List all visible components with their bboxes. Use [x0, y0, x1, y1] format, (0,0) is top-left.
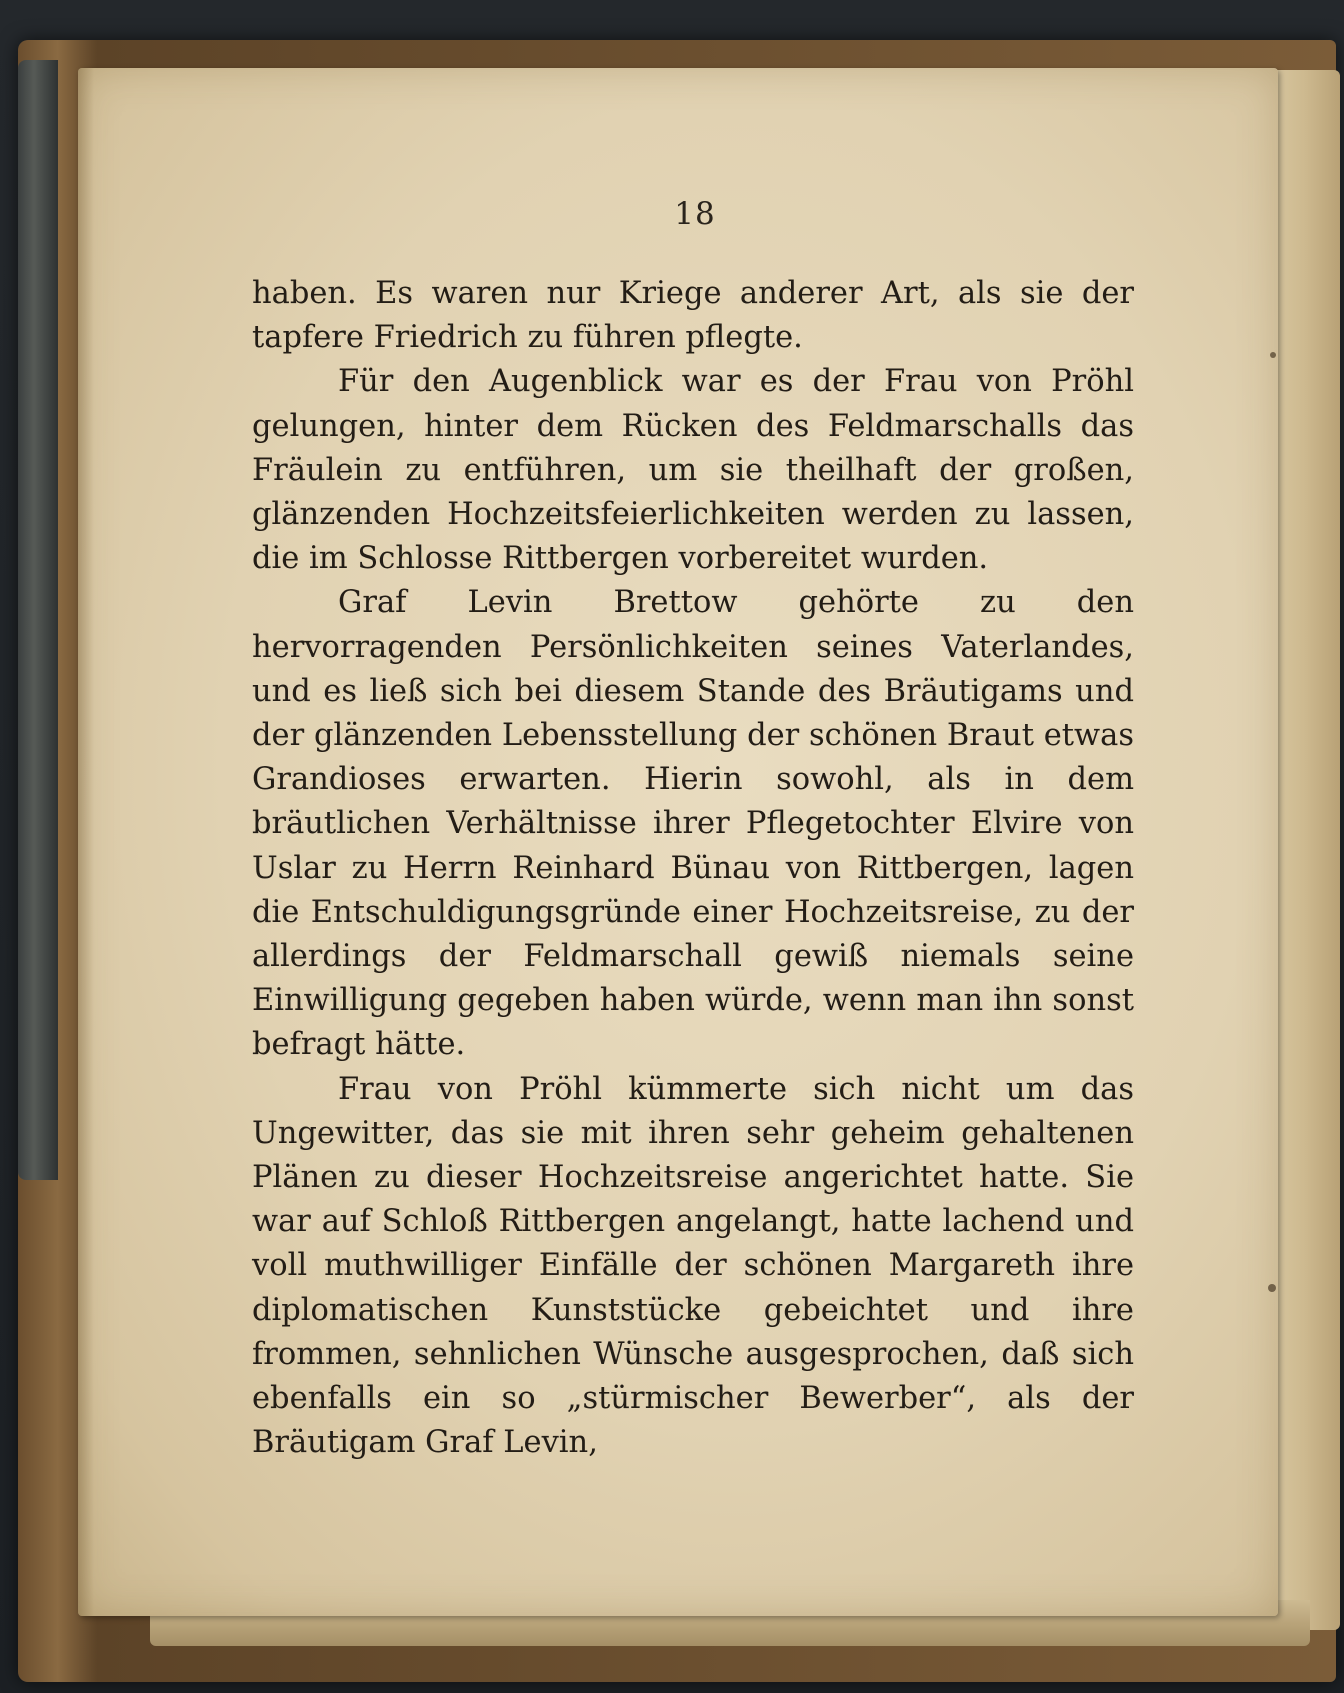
- page-body-text: [252, 272, 1134, 1465]
- paragraph: Graf Levin Brettow gehörte zu den hervorragenden Persönlichkeiten seines Vaterlandes, und es ließ sich bei diesem Stande des Bräutigams und der glänzenden Lebensstellung der schönen Braut etwas Grandioses erwarten. Hierin sowohl, als in dem bräutlichen Verhältnisse ihrer Pflegetochter Elvire von Uslar zu Herrn Reinhard Bünau von Rittbergen, lagen die Entschuldigungsgründe einer Hochzeitsreise, zu der allerdings der Feldmarschall gewiß niemals seine Einwilligung gegeben haben würde, wenn man ihn sonst befragt hätte.: [252, 585, 1134, 1063]
- paper-blemish: [1268, 1284, 1276, 1292]
- page-edges-right: [1270, 70, 1340, 1630]
- paper-blemish: [1270, 352, 1276, 358]
- paragraph: Für den Augenblick war es der Frau von Pröhl gelungen, hinter dem Rücken des Feldmarschalls das Fräulein zu entführen, um sie theilhaft der großen, glänzenden Hochzeitsfeierlichkeiten werden zu lassen, die im Schlosse Rittbergen vorbereitet wurden.: [252, 364, 1134, 577]
- page-gutter-shadow: [78, 68, 94, 1616]
- paragraph: haben. Es waren nur Kriege anderer Art, als sie der tapfere Friedrich zu führen pflegte.: [252, 276, 1134, 356]
- paragraph: Frau von Pröhl kümmerte sich nicht um das Ungewitter, das sie mit ihren sehr geheim gehaltenen Plänen zu dieser Hochzeitsreise angerichtet hatte. Sie war auf Schloß Rittbergen angelangt, hatte lachend und voll muthwilliger Einfälle der schönen Margareth ihre diplomatischen Kunststücke gebeichtet und ihre frommen, sehnlichen Wünsche ausgesprochen, daß sich ebenfalls ein so „stürmischer Bewerber“, als der Bräutigam Graf Levin,: [252, 1071, 1134, 1461]
- page-number: 18: [674, 196, 716, 232]
